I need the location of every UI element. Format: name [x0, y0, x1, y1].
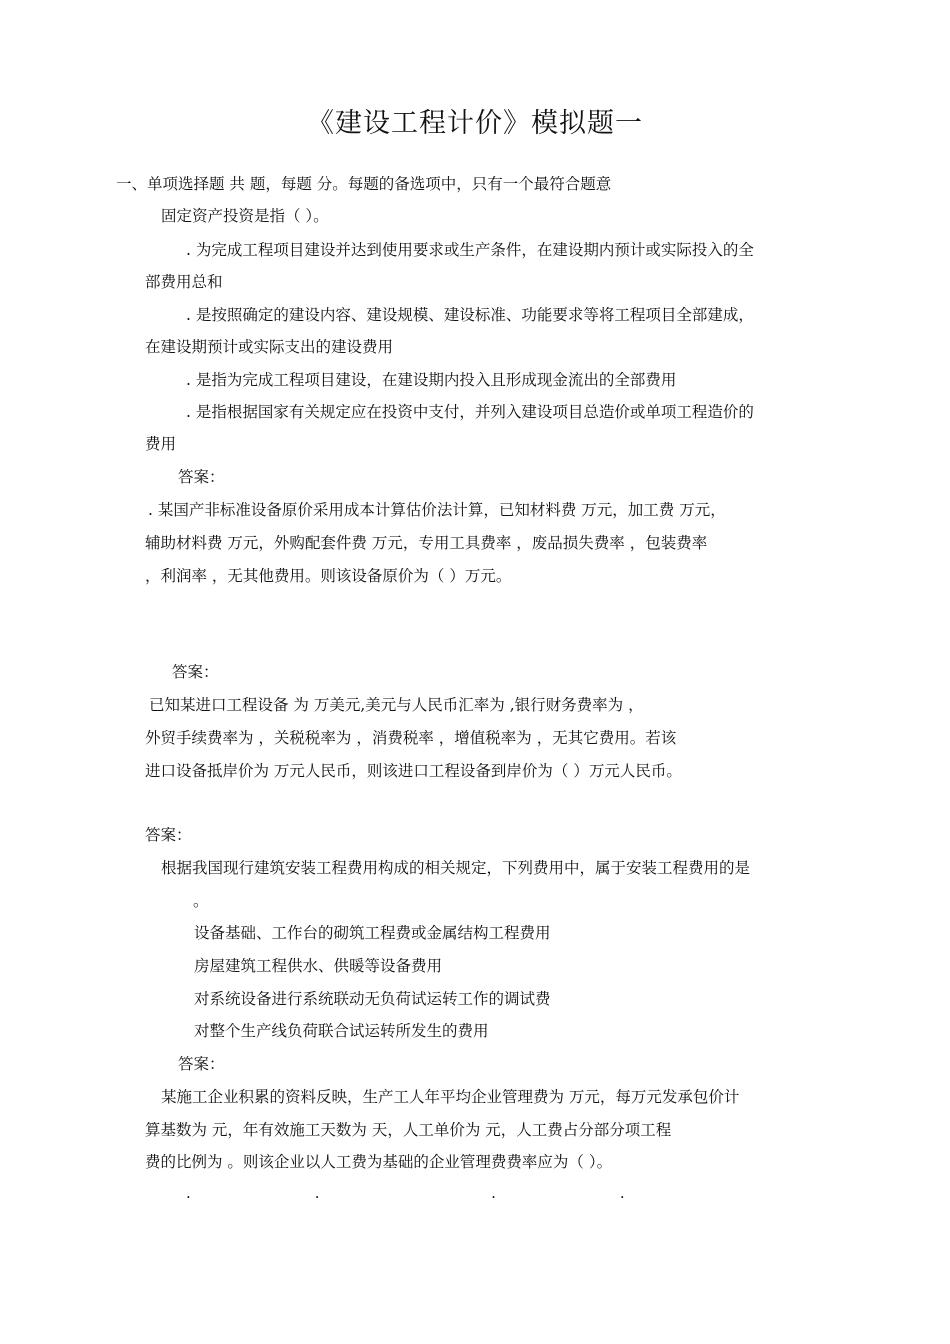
question-1-option-d: . 是指根据国家有关规定应在投资中支付，并列入建设项目总造价或单项工程造价的 — [186, 403, 754, 421]
question-2-line-2: 辅助材料费 万元，外购配套件费 万元，专用工具费率 ，废品损失费率 ，包装费率 — [145, 534, 708, 552]
question-3-line-3: 进口设备抵岸价为 万元人民币，则该进口工程设备到岸价为（ ）万元人民币。 — [145, 762, 682, 780]
question-1-option-a: . 为完成工程项目建设并达到使用要求或生产条件，在建设期内预计或实际投入的全 — [186, 241, 754, 259]
question-4-answer: 答案： — [178, 1055, 225, 1073]
question-2-line-1: . 某国产非标准设备原价采用成本计算估价法计算，已知材料费 万元，加工费 万元， — [148, 501, 726, 519]
question-5-line-3: 费的比例为 。则该企业以人工费为基础的企业管理费费率应为（ ）。 — [145, 1153, 613, 1171]
question-3-line-1: 已知某进口工程设备 为 万美元,美元与人民币汇率为 ,银行财务费率为 ， — [149, 696, 644, 714]
question-4-option-d: 对整个生产线负荷联合试运转所发生的费用 — [194, 1022, 489, 1040]
question-3-answer: 答案： — [145, 826, 192, 844]
section-heading: 一、单项选择题 共 题，每题 分。每题的备选项中，只有一个最符合题意 — [116, 175, 612, 193]
question-2-line-3: ，利润率 ，无其他费用。则该设备原价为（ ）万元。 — [145, 567, 512, 585]
question-1-answer: 答案： — [178, 468, 225, 486]
question-1-option-c: . 是指为完成工程项目建设，在建设期内投入且形成现金流出的全部费用 — [186, 371, 677, 389]
question-1-stem: 固定资产投资是指（ ）。 — [161, 207, 329, 225]
question-5-line-2: 算基数为 元，年有效施工天数为 天，人工单价为 元，人工费占分部分项工程 — [145, 1121, 672, 1139]
question-3-line-2: 外贸手续费率为 ，关税税率为 ，消费税率 ，增值税率为 ，无其它费用。若该 — [145, 729, 677, 747]
question-4-option-c: 对系统设备进行系统联动无负荷试运转工作的调试费 — [194, 990, 551, 1008]
question-5-line-1: 某施工企业积累的资料反映，生产工人年平均企业管理费为 万元，每万元发承包价计 — [161, 1088, 740, 1106]
question-2-answer: 答案： — [172, 663, 219, 681]
question-5-options: . . . . — [186, 1184, 625, 1202]
question-1-option-b: . 是按照确定的建设内容、建设规模、建设标准、功能要求等将工程项目全部建成， — [186, 306, 754, 324]
question-1-option-b-cont: 在建设期预计或实际支出的建设费用 — [145, 338, 394, 356]
question-4-stem-end: 。 — [193, 892, 209, 910]
question-1-option-d-cont: 费用 — [145, 435, 177, 453]
question-4-option-a: 设备基础、工作台的砌筑工程费或金属结构工程费用 — [194, 924, 551, 942]
question-4-option-b: 房屋建筑工程供水、供暖等设备费用 — [194, 957, 443, 975]
document-title: 《建设工程计价》模拟题一 — [307, 108, 643, 139]
question-4-stem: 根据我国现行建筑安装工程费用构成的相关规定，下列费用中，属于安装工程费用的是 — [161, 859, 751, 877]
question-1-option-a-cont: 部费用总和 — [145, 273, 223, 291]
